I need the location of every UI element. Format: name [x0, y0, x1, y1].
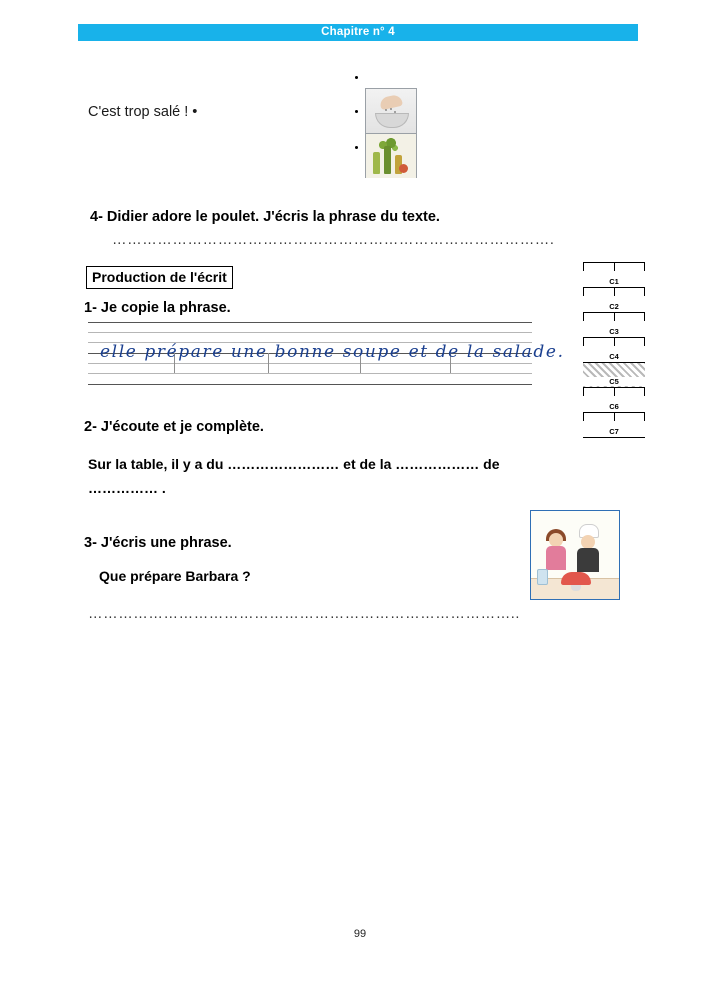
tick-middle-icon [614, 313, 615, 321]
question-3-label: 3- J'écris une phrase. [84, 535, 232, 551]
salty-sentence-label: C'est trop salé ! • [88, 104, 198, 120]
tick-middle-icon [614, 288, 615, 296]
bottle-2-shape [384, 146, 391, 174]
photo-vegetables-icon [366, 134, 416, 178]
section-title-production-ecrit: Production de l'écrit [86, 266, 233, 289]
question-2-label: 2- J'écoute et je complète. [84, 419, 264, 435]
question-3-answer-line[interactable]: ………………………………………………………………………….. [88, 606, 521, 622]
tick-left-icon [583, 338, 584, 346]
question-2-line-2[interactable]: …………… . [88, 480, 166, 496]
tick-right-icon [644, 413, 645, 421]
chapter-header-bar: Chapitre n° 4 [78, 24, 638, 41]
rule-line-5 [88, 363, 532, 364]
photo-vegetables-cell [366, 133, 416, 178]
question-4-text: 4- Didier adore le poulet. J'écris la phrase du texte. [90, 209, 440, 225]
competency-grid [583, 262, 645, 436]
question-1-label: 1- Je copie la phrase. [84, 300, 231, 316]
girl-body-shape [546, 546, 566, 570]
photo-salt-bowl-cell [366, 89, 416, 133]
tick-left-icon [583, 288, 584, 296]
question-2-line-1[interactable]: Sur la table, il y a du …………………… et de la ……………… de [88, 456, 500, 472]
tick-left-icon [583, 388, 584, 396]
rule-line-2 [88, 332, 532, 333]
tick-middle-icon [614, 388, 615, 396]
boy-body-shape [577, 548, 599, 572]
bowl-shape [375, 113, 409, 128]
bullet-dot-3 [355, 146, 358, 149]
tick-right-icon [644, 263, 645, 271]
competency-label-c2: C2 [609, 302, 619, 311]
bullet-dot-1 [355, 76, 358, 79]
tick-left-icon [583, 313, 584, 321]
competency-label-c3: C3 [609, 327, 619, 336]
cake-stand-shape [571, 584, 581, 591]
jar-shape [537, 569, 548, 585]
competency-row-c1[interactable] [583, 262, 645, 288]
competency-label-c4: C4 [609, 352, 619, 361]
competency-label-c6: C6 [609, 402, 619, 411]
handwriting-ruled-block [88, 322, 565, 390]
competency-row-c4[interactable] [583, 338, 645, 363]
competency-row-c2[interactable] [583, 288, 645, 313]
bullet-dot-2 [355, 110, 358, 113]
question-4-answer-line[interactable]: ……………………………………………………………………………. [112, 232, 555, 248]
tick-middle-icon [614, 413, 615, 421]
kids-baking-cake-illustration [530, 510, 620, 600]
tick-left-icon [583, 263, 584, 271]
image-choice-stack [365, 88, 417, 178]
competency-label-c7: C7 [609, 427, 619, 436]
competency-label-c1: C1 [609, 277, 619, 286]
boy-head-shape [581, 535, 595, 549]
rule-line-7 [88, 384, 532, 385]
competency-row-c6[interactable] [583, 388, 645, 413]
rule-line-6 [88, 373, 532, 374]
question-2-body [88, 452, 608, 500]
tick-middle-icon [614, 338, 615, 346]
photo-salt-bowl-icon [366, 89, 416, 133]
competency-row-c3[interactable] [583, 313, 645, 338]
tick-middle-icon [614, 263, 615, 271]
girl-head-shape [549, 533, 563, 547]
tomato-shape [399, 164, 408, 173]
tick-left-icon [583, 413, 584, 421]
tick-right-icon [644, 388, 645, 396]
matching-bullets [355, 66, 365, 166]
tick-right-icon [644, 313, 645, 321]
competency-row-c5[interactable] [583, 363, 645, 388]
cake-shape [561, 572, 591, 585]
rule-line-1 [88, 322, 532, 323]
competency-label-c5: C5 [583, 377, 645, 386]
page-number: 99 [353, 928, 367, 940]
tick-right-icon [644, 338, 645, 346]
tick-right-icon [644, 288, 645, 296]
bottle-1-shape [373, 152, 380, 174]
handwritten-sentence: elle prépare une bonne soupe et de la salade. [100, 342, 565, 362]
competency-row-c7[interactable] [583, 413, 645, 438]
question-3-sub-label: Que prépare Barbara ? [99, 568, 251, 584]
